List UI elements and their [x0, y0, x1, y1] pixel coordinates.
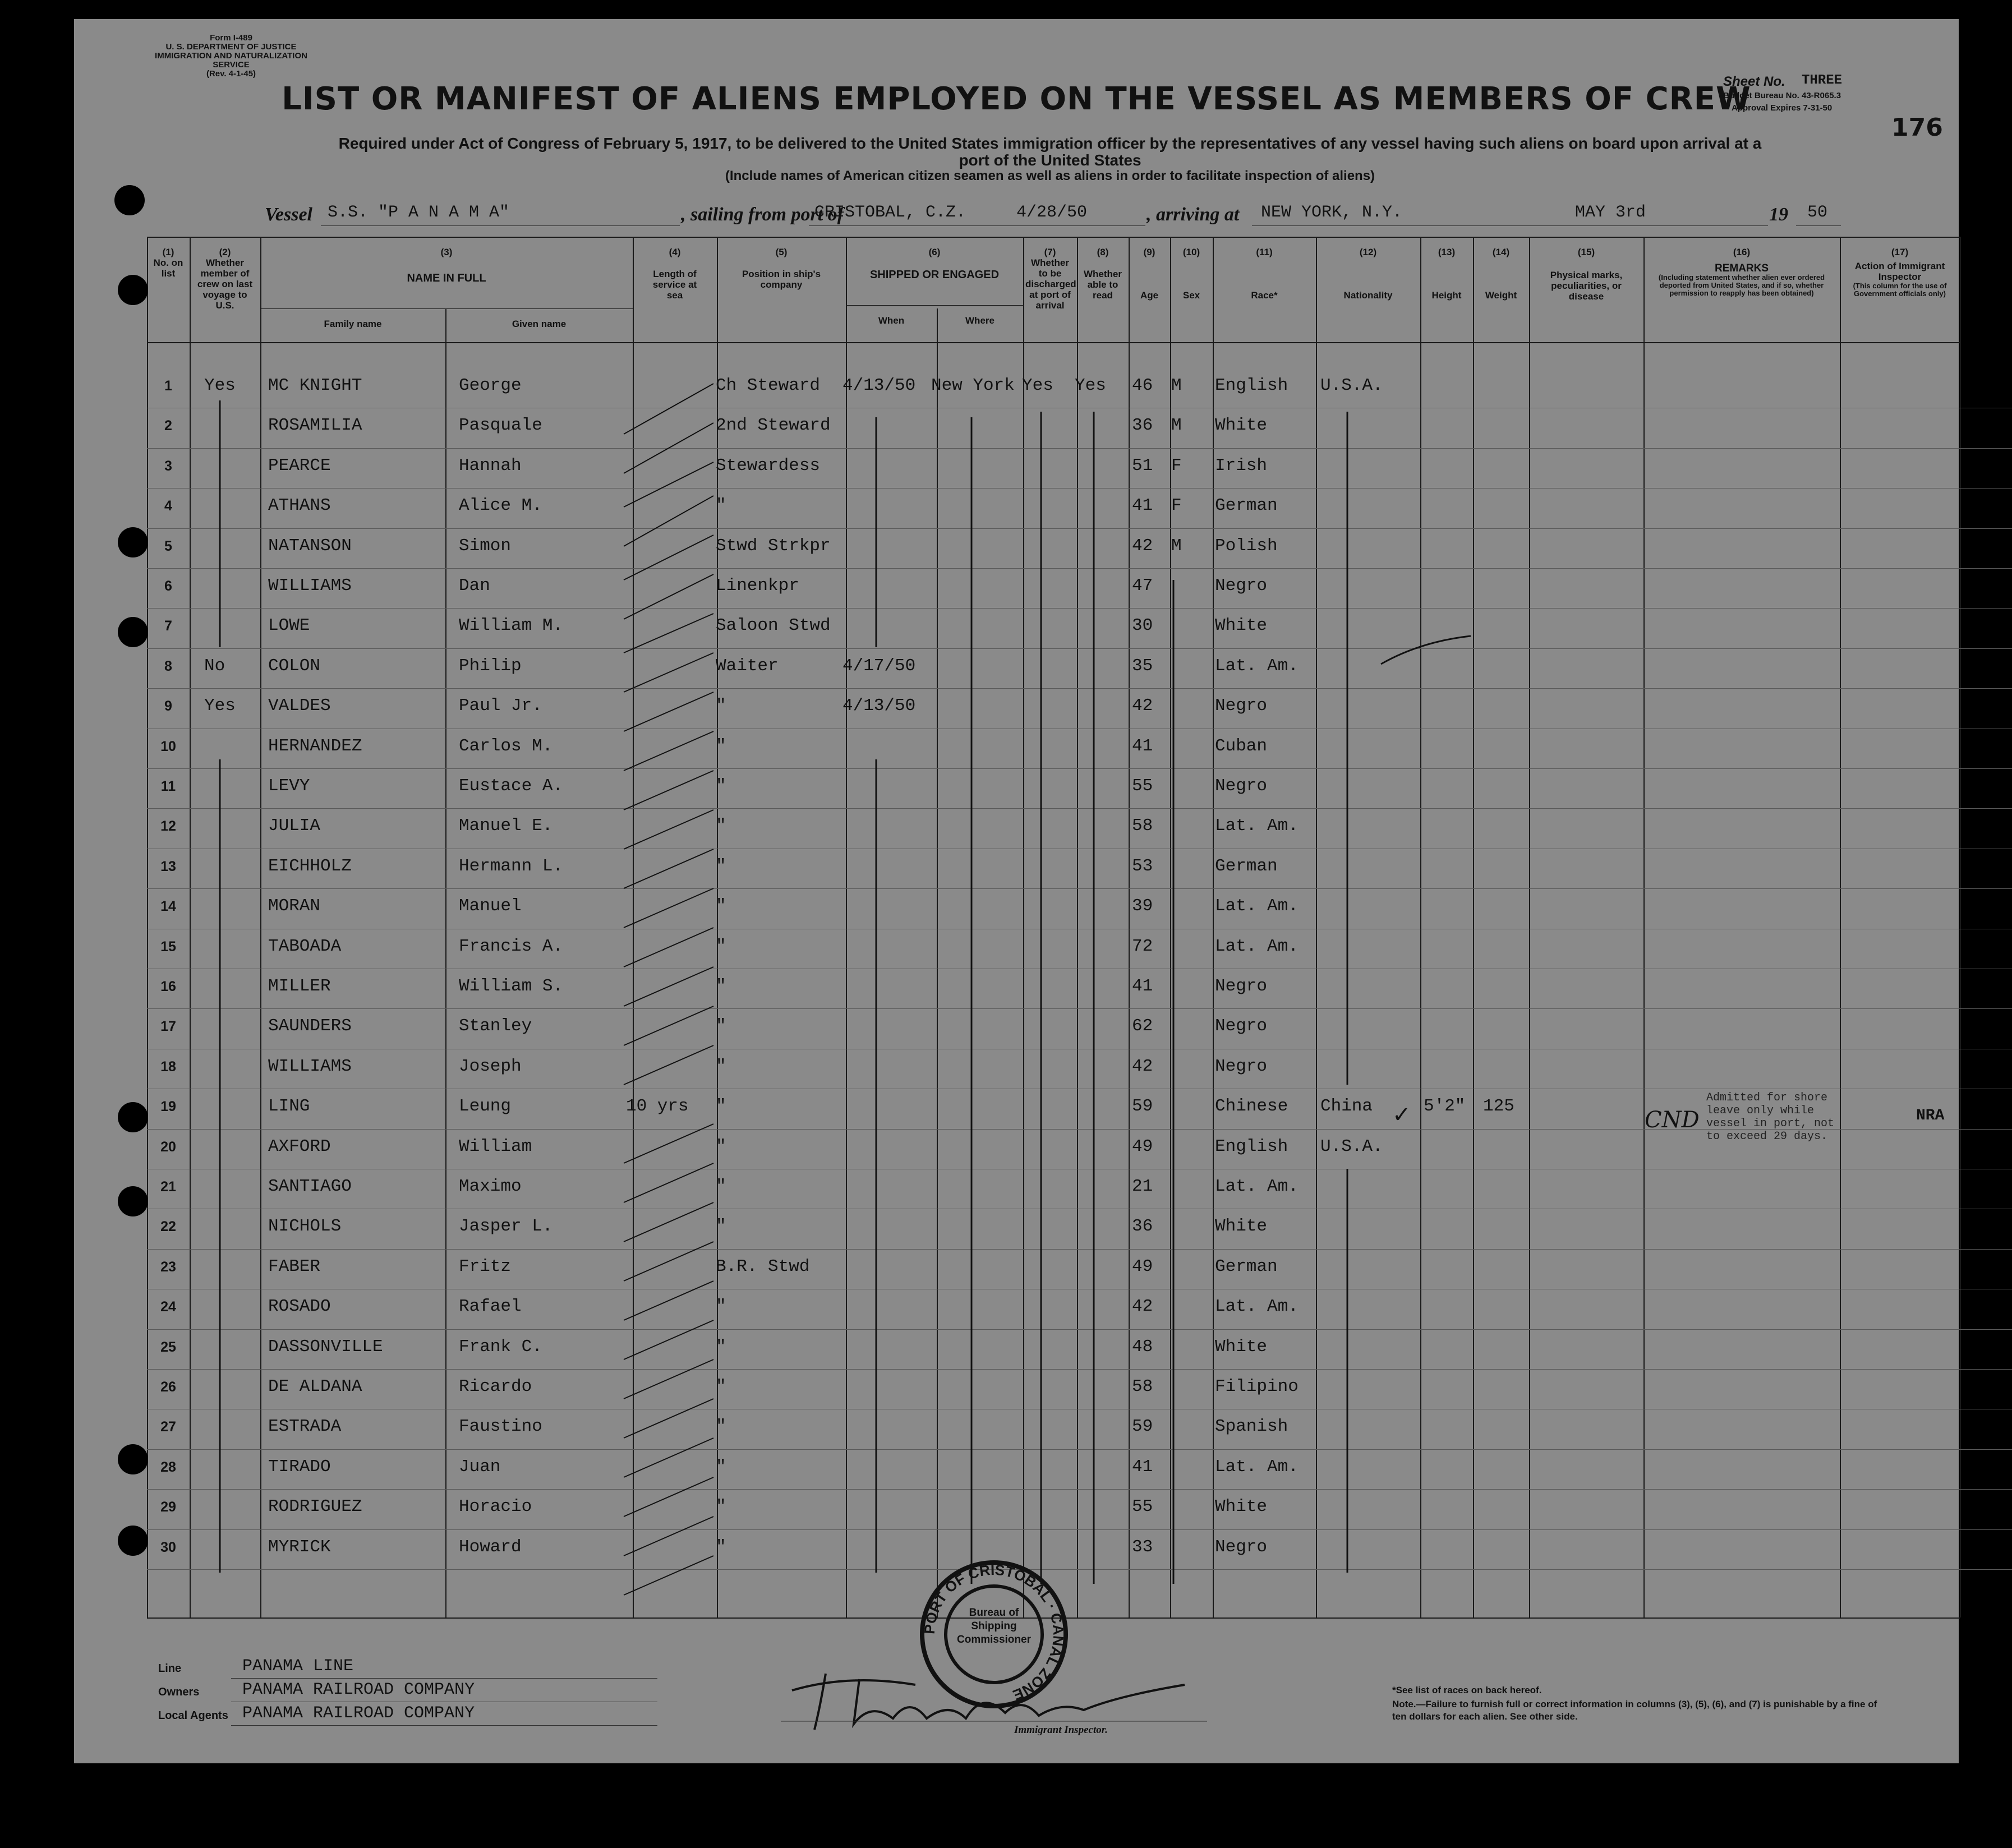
sex: F [1171, 496, 1182, 516]
race: English [1215, 1136, 1288, 1156]
subtitle-line-3: (Include names of American citizen seamen as well as aliens in order to facilitate inspection of aliens) [725, 168, 1375, 183]
row-number: 20 [160, 1139, 176, 1155]
row-number: 22 [160, 1219, 176, 1235]
discharge: Yes [1022, 376, 1053, 395]
family-name: TIRADO [268, 1457, 331, 1477]
race: White [1215, 616, 1268, 636]
row-number: 24 [160, 1299, 176, 1315]
row-number: 29 [160, 1499, 176, 1515]
given-name: George [459, 376, 522, 395]
row-number: 3 [164, 458, 172, 474]
row-number: 2 [164, 418, 172, 434]
position: " [716, 1457, 726, 1477]
given-name: Faustino [459, 1417, 542, 1437]
given-name: Hermann L. [459, 856, 564, 876]
departure-port: CRISTOBAL, C.Z. [814, 203, 966, 222]
height: 5'2" [1424, 1096, 1466, 1117]
position: " [716, 1537, 726, 1557]
family-name: PEARCE [268, 455, 331, 476]
inspector-label: Immigrant Inspector. [1014, 1724, 1108, 1736]
given-name: William S. [459, 976, 564, 996]
age: 49 [1132, 1256, 1153, 1276]
departure-date: 4/28/50 [1016, 203, 1088, 222]
note-label: Note. [1392, 1699, 1416, 1709]
position: " [716, 1056, 726, 1076]
manifest-sheet [74, 19, 1959, 1763]
age: 48 [1132, 1337, 1153, 1357]
race: Spanish [1215, 1417, 1288, 1437]
punch-hole [118, 1444, 148, 1474]
age: 59 [1132, 1417, 1153, 1437]
col12-header: (12) Nationality [1343, 247, 1393, 301]
age: 41 [1132, 1457, 1153, 1477]
age: 41 [1132, 736, 1153, 756]
shipped-when: 4/17/50 [842, 656, 916, 676]
race: Lat. Am. [1215, 656, 1299, 676]
given-name: Manuel E. [459, 816, 553, 836]
position: B.R. Stwd [716, 1256, 810, 1276]
col2-header: (2) Whether member of crew on last voyage to U.S. [197, 247, 253, 311]
race: Negro [1215, 1537, 1268, 1557]
ling-remark: Admitted for shore leave only while vessel in port, not to exceed 29 days. [1706, 1091, 1835, 1143]
race: Lat. Am. [1215, 1457, 1299, 1477]
family-name: ROSAMILIA [268, 416, 362, 436]
col13-header: (13) Height [1431, 247, 1462, 301]
arriving-label: , arriving at [1147, 204, 1240, 225]
given-name: Carlos M. [459, 736, 553, 756]
position: " [716, 1497, 726, 1517]
row-number: 5 [164, 538, 172, 554]
given-name: Juan [459, 1457, 501, 1477]
col11-header: (11) Race* [1251, 247, 1278, 301]
ling-action: NRA [1916, 1107, 1945, 1125]
family-name: VALDES [268, 696, 331, 716]
nationality: China [1320, 1096, 1373, 1117]
race: German [1215, 496, 1278, 516]
owners-label: Owners [158, 1686, 200, 1698]
row-number: 11 [160, 778, 176, 794]
prev-voyage: No [204, 656, 225, 676]
punch-hole [118, 1186, 148, 1216]
given-name: Leung [459, 1096, 512, 1117]
age: 51 [1132, 455, 1153, 476]
race: German [1215, 856, 1278, 876]
family-name: LEVY [268, 776, 310, 796]
race: Polish [1215, 536, 1278, 556]
row-number: 25 [160, 1339, 176, 1355]
given-name-header: Given name [512, 319, 567, 329]
row-number: 9 [164, 698, 172, 715]
row-number: 7 [164, 618, 172, 634]
shipped-when: 4/13/50 [842, 696, 916, 716]
position: 2nd Steward [716, 416, 831, 436]
line-label: Line [158, 1662, 182, 1675]
subtitle-line-1: Required under Act of Congress of February 5, 1917, to be delivered to the United States immigration officer by the representatives of any vessel having such aliens on board upon arrival at a [338, 135, 1762, 152]
family-name: ATHANS [268, 496, 331, 516]
family-name: FABER [268, 1256, 321, 1276]
race: Irish [1215, 455, 1268, 476]
agents-label: Local Agents [158, 1709, 228, 1722]
family-name: WILLIAMS [268, 576, 352, 596]
given-name: Fritz [459, 1256, 512, 1276]
sheet-number-value: THREE [1802, 73, 1843, 88]
ditto-marks [74, 19, 1959, 1763]
budget-bureau: Budget Bureau No. 43-R065.3 [1723, 91, 1841, 100]
col9-header: (9) Age [1140, 247, 1159, 301]
age: 36 [1132, 416, 1153, 436]
age: 35 [1132, 656, 1153, 676]
race: Cuban [1215, 736, 1268, 756]
col8-header: (8) Whether able to read [1084, 247, 1122, 301]
race: Lat. Am. [1215, 896, 1299, 916]
position: Stewardess [716, 455, 821, 476]
family-name: SAUNDERS [268, 1016, 352, 1036]
family-name: AXFORD [268, 1136, 331, 1156]
position: " [716, 736, 726, 756]
family-name: HERNANDEZ [268, 736, 362, 756]
given-name: Manuel [459, 896, 522, 916]
age: 42 [1132, 1297, 1153, 1317]
family-name: TABOADA [268, 936, 342, 956]
col17-header: (17) Action of Immigrant Inspector (This column for the use of Government officials only) [1853, 247, 1947, 298]
nationality: U.S.A. [1320, 1136, 1383, 1156]
race: English [1215, 376, 1288, 395]
row-number: 17 [160, 1019, 176, 1035]
position: " [716, 1216, 726, 1237]
ling-initials: CND [1645, 1107, 1700, 1133]
position: " [716, 776, 726, 796]
family-name: MORAN [268, 896, 321, 916]
position: " [716, 696, 726, 716]
col14-header: (14) Weight [1485, 247, 1517, 301]
punch-hole [118, 527, 148, 557]
race: Negro [1215, 576, 1268, 596]
race: Negro [1215, 1016, 1268, 1036]
nationality: U.S.A. [1320, 376, 1383, 395]
family-name: COLON [268, 656, 321, 676]
race: Lat. Am. [1215, 1177, 1299, 1196]
race: Filipino [1215, 1377, 1299, 1397]
family-name: LOWE [268, 616, 310, 636]
shipped-where: New York [931, 376, 1015, 395]
stamped-page-number: 176 [1891, 113, 1943, 142]
punch-hole [118, 1526, 148, 1556]
given-name: Alice M. [459, 496, 542, 516]
able-to-read: Yes [1075, 376, 1106, 395]
weight: 125 [1483, 1096, 1514, 1117]
age: 39 [1132, 896, 1153, 916]
stamp-center-text: Bureau of Shipping Commissioner [957, 1607, 1031, 1646]
age: 42 [1132, 696, 1153, 716]
family-name: NICHOLS [268, 1216, 342, 1237]
line-value: PANAMA LINE [242, 1657, 354, 1676]
age: 58 [1132, 816, 1153, 836]
age: 33 [1132, 1537, 1153, 1557]
given-name: Pasquale [459, 416, 542, 436]
position: " [716, 1136, 726, 1156]
agents-value: PANAMA RAILROAD COMPANY [242, 1704, 475, 1723]
col15-header: (15) Physical marks, peculiarities, or disease [1550, 247, 1623, 302]
family-name: DASSONVILLE [268, 1337, 383, 1357]
form-revision: (Rev. 4-1-45) [206, 69, 256, 79]
family-name: RODRIGUEZ [268, 1497, 362, 1517]
row-number: 23 [160, 1259, 176, 1275]
family-name: EICHHOLZ [268, 856, 352, 876]
race: Negro [1215, 696, 1268, 716]
punch-hole [114, 185, 145, 215]
punch-hole [118, 1102, 148, 1132]
given-name: Joseph [459, 1056, 522, 1076]
family-name-header: Family name [324, 319, 382, 329]
age: 41 [1132, 976, 1153, 996]
race: White [1215, 416, 1268, 436]
arrival-date: MAY 3rd [1575, 203, 1646, 222]
family-name: DE ALDANA [268, 1377, 362, 1397]
vessel-name: S.S. "P A N A M A" [328, 203, 510, 222]
position: " [716, 816, 726, 836]
col5-header: (5) Position in ship's company [742, 247, 821, 290]
approval-expiry: Approval Expires 7-31-50 [1732, 103, 1833, 113]
given-name: Howard [459, 1537, 522, 1557]
family-name: MC KNIGHT [268, 376, 362, 395]
col1-header: (1) No. on list [153, 247, 183, 279]
owners-value: PANAMA RAILROAD COMPANY [242, 1680, 475, 1699]
age: 55 [1132, 776, 1153, 796]
sailing-label: , sailing from port of [681, 204, 844, 225]
age: 46 [1132, 376, 1153, 395]
row-number: 26 [160, 1379, 176, 1395]
family-name: WILLIAMS [268, 1056, 352, 1076]
race: Negro [1215, 776, 1268, 796]
row-number: 19 [160, 1099, 176, 1115]
year-value: 50 [1807, 203, 1828, 222]
given-name: Francis A. [459, 936, 564, 956]
age: 47 [1132, 576, 1153, 596]
given-name: Frank C. [459, 1337, 542, 1357]
note-text: —Failure to furnish full or correct information in columns (3), (5), (6), and (7) is punishable by a fine of ten dollars for each alien. See other side. [1392, 1699, 1877, 1722]
col6-header: (6) SHIPPED OR ENGAGED [869, 247, 1000, 281]
row-number: 18 [160, 1058, 176, 1075]
position: Ch Steward [716, 376, 821, 395]
age: 62 [1132, 1016, 1153, 1036]
age: 58 [1132, 1377, 1153, 1397]
family-name: NATANSON [268, 536, 352, 556]
family-name: MILLER [268, 976, 331, 996]
footer-note [1392, 1698, 1886, 1723]
service-checkmarks [624, 384, 713, 1595]
position: " [716, 1016, 726, 1036]
sex: M [1171, 536, 1182, 556]
position: " [716, 1297, 726, 1317]
prev-voyage: Yes [204, 696, 236, 716]
form-number: Form I-489 [210, 33, 252, 43]
col4-header: (4) Length of service at sea [652, 247, 697, 301]
col3-header: (3) NAME IN FULL [407, 247, 486, 284]
race: Lat. Am. [1215, 816, 1299, 836]
age: 49 [1132, 1136, 1153, 1156]
race: White [1215, 1337, 1268, 1357]
age: 42 [1132, 536, 1153, 556]
col10-header: (10) Sex [1182, 247, 1200, 301]
race: German [1215, 1256, 1278, 1276]
given-name: William M. [459, 616, 564, 636]
cristobal-stamp [915, 1556, 1072, 1713]
row-number: 13 [160, 858, 176, 874]
given-name: Jasper L. [459, 1216, 553, 1237]
position: " [716, 1377, 726, 1397]
position: " [716, 1177, 726, 1196]
family-name: MYRICK [268, 1537, 331, 1557]
row-number: 14 [160, 898, 176, 915]
given-name: Paul Jr. [459, 696, 542, 716]
given-name: Philip [459, 656, 522, 676]
when-header: When [878, 315, 905, 326]
row-number: 6 [164, 578, 172, 594]
given-name: Horacio [459, 1497, 532, 1517]
position: " [716, 936, 726, 956]
races-note: *See list of races on back hereof. [1392, 1685, 1542, 1695]
prev-voyage: Yes [204, 376, 236, 395]
age: 41 [1132, 496, 1153, 516]
year-prefix: 19 [1769, 204, 1788, 225]
race: Negro [1215, 976, 1268, 996]
given-name: Maximo [459, 1177, 522, 1196]
race: Lat. Am. [1215, 1297, 1299, 1317]
given-name: William [459, 1136, 532, 1156]
given-name: Eustace A. [459, 776, 564, 796]
position: Stwd Strkpr [716, 536, 831, 556]
row-number: 28 [160, 1459, 176, 1475]
row-number: 10 [160, 738, 176, 754]
service-name: IMMIGRATION AND NATURALIZATION SERVICE [155, 51, 307, 70]
stamp-ring-text: PORT OF CRISTOBAL · CANAL ZONE [920, 1561, 1067, 1704]
row-number: 30 [160, 1539, 176, 1555]
age: 59 [1132, 1096, 1153, 1117]
sex: M [1171, 416, 1182, 436]
race: White [1215, 1216, 1268, 1237]
given-name: Ricardo [459, 1377, 532, 1397]
where-header: Where [965, 315, 995, 326]
row-number: 15 [160, 938, 176, 955]
sex: F [1171, 455, 1182, 476]
row-number: 1 [164, 378, 172, 394]
age: 30 [1132, 616, 1153, 636]
position: " [716, 496, 726, 516]
punch-hole [118, 275, 148, 305]
col16-header: (16) REMARKS (Including statement whether alien ever ordered deported from United States, and if so, whether permission to reapply has been obtained) [1658, 247, 1825, 297]
service-length: 10 yrs [626, 1096, 689, 1117]
family-name: SANTIAGO [268, 1177, 352, 1196]
shipped-when: 4/13/50 [842, 376, 916, 395]
page-title: LIST OR MANIFEST OF ALIENS EMPLOYED ON THE VESSEL AS MEMBERS OF CREW [282, 81, 1751, 117]
position: Linenkpr [716, 576, 799, 596]
position: Waiter [716, 656, 779, 676]
given-name: Stanley [459, 1016, 532, 1036]
punch-hole [118, 617, 148, 647]
age: 72 [1132, 936, 1153, 956]
subtitle-line-2: port of the United States [959, 151, 1141, 169]
age: 21 [1132, 1177, 1153, 1196]
position: " [716, 896, 726, 916]
position: Saloon Stwd [716, 616, 831, 636]
age: 53 [1132, 856, 1153, 876]
ling-checkmark: ✓ [1392, 1102, 1411, 1127]
row-number: 8 [164, 658, 172, 674]
race: White [1215, 1497, 1268, 1517]
given-name: Rafael [459, 1297, 522, 1317]
sex: M [1171, 376, 1182, 395]
department: U. S. DEPARTMENT OF JUSTICE [165, 42, 297, 52]
age: 55 [1132, 1497, 1153, 1517]
row-number: 12 [160, 818, 176, 835]
family-name: ROSADO [268, 1297, 331, 1317]
row-number: 27 [160, 1419, 176, 1435]
race: Chinese [1215, 1096, 1288, 1117]
arrival-port: NEW YORK, N.Y. [1261, 203, 1403, 222]
family-name: JULIA [268, 816, 321, 836]
given-name: Simon [459, 536, 512, 556]
given-name: Dan [459, 576, 490, 596]
position: " [716, 976, 726, 996]
row-number: 21 [160, 1179, 176, 1195]
age: 36 [1132, 1216, 1153, 1237]
given-name: Hannah [459, 455, 522, 476]
vessel-label: Vessel [265, 204, 312, 225]
family-name: ESTRADA [268, 1417, 342, 1437]
sheet-number-label: Sheet No. [1723, 74, 1785, 89]
col7-header: (7) Whether to be discharged at port of arrival [1025, 247, 1076, 311]
position: " [716, 1337, 726, 1357]
position: " [716, 1096, 726, 1117]
age: 42 [1132, 1056, 1153, 1076]
race: Negro [1215, 1056, 1268, 1076]
position: " [716, 1417, 726, 1437]
position: " [716, 856, 726, 876]
row-number: 4 [164, 498, 172, 514]
family-name: LING [268, 1096, 310, 1117]
race: Lat. Am. [1215, 936, 1299, 956]
row-number: 16 [160, 979, 176, 994]
